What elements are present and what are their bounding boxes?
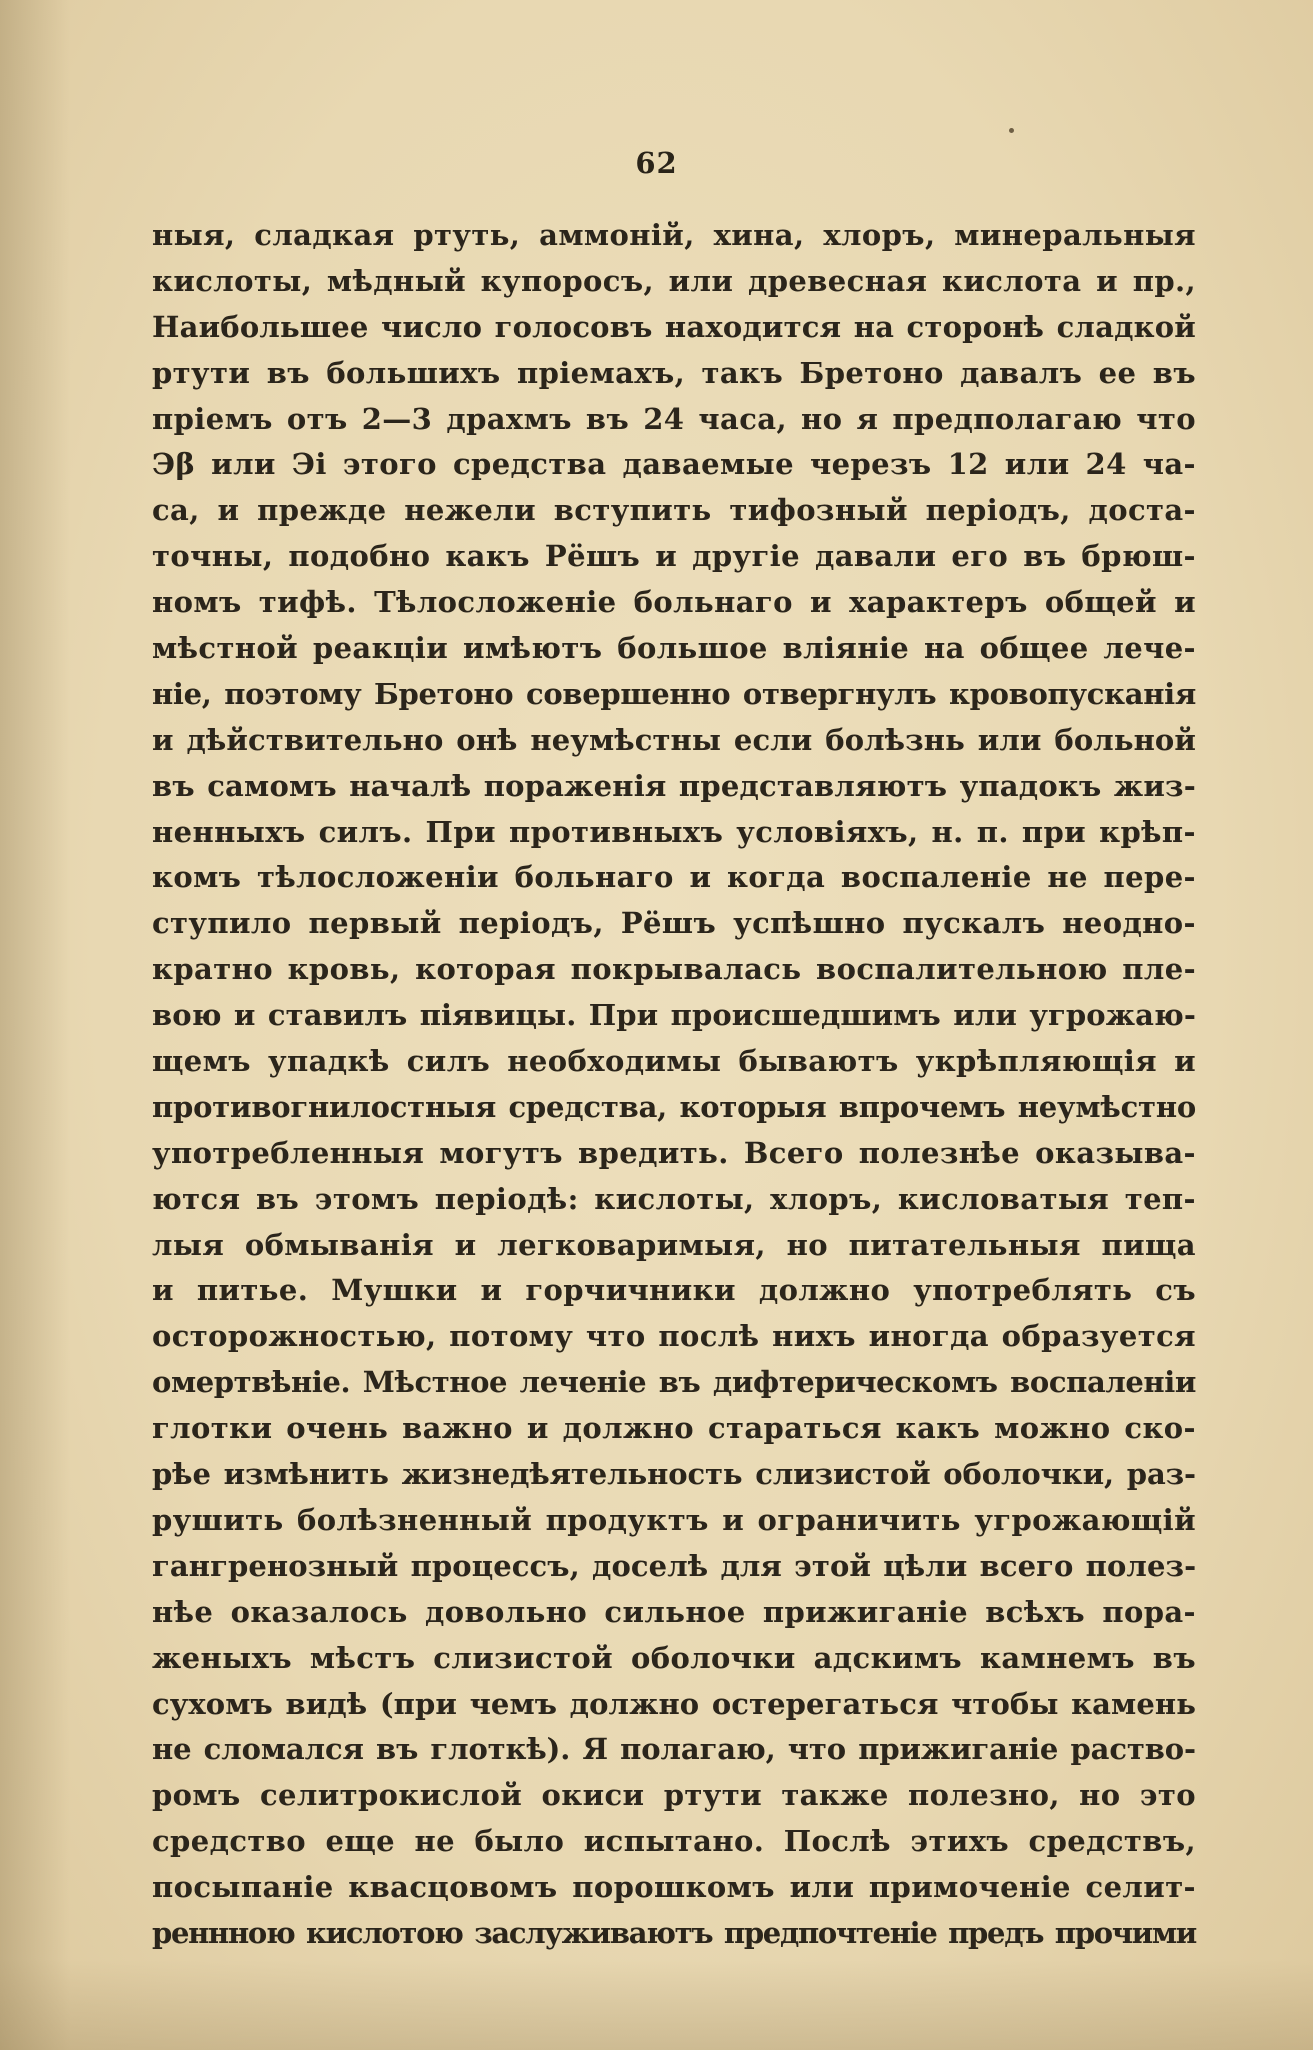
text-line: вою и ставилъ піявицы. При происшедшимъ или угрожаю- [152,998,1196,1033]
text-line: точны, подобно какъ Рёшъ и другіе давали его въ брюш- [152,539,1196,574]
text-line: комъ тѣлосложеніи больнаго и когда воспаленіе не пере- [152,860,1196,895]
text-line: противогнилостныя средства, которыя впрочемъ неумѣстно [152,1089,1196,1124]
text-line: осторожностью, потому что послѣ нихъ иногда образуется [152,1319,1196,1354]
text-line: ныя, сладкая ртуть, аммоній, хина, хлоръ, минеральныя [152,218,1196,252]
text-line: ніе, поэтому Бретоно совершенно отвергнулъ кровопусканія [152,676,1196,711]
text-line: кратно кровь, которая покрывалась воспалительною пле- [152,952,1196,987]
text-line: ются въ этомъ періодѣ: кислоты, хлоръ, кисловатыя теп- [152,1181,1196,1216]
text-line: щемъ упадкѣ силъ необходимы бываютъ укрѣпляющія и [152,1044,1196,1079]
text-line: ненныхъ силъ. При противныхъ условіяхъ, н. п. при крѣп- [152,814,1196,849]
text-line: глотки очень важно и должно стараться какъ можно ско- [152,1411,1196,1446]
text-line: сухомъ видѣ (при чемъ должно остерегаться чтобы камень [152,1686,1196,1721]
page-edge-shadow [0,0,70,2050]
text-line: Наибольшее число голосовъ находится на сторонѣ сладкой [152,309,1196,344]
text-line: мѣстной реакціи имѣютъ большое вліяніе на общее лече- [152,631,1196,666]
text-line: не сломался въ глоткѣ). Я полагаю, что прижиганіе раство- [152,1732,1196,1767]
text-line: нѣе оказалось довольно сильное прижиганіе всѣхъ пора- [152,1594,1196,1629]
text-line: женыхъ мѣстъ слизистой оболочки адскимъ камнемъ въ [152,1640,1196,1675]
text-line: гангренозный процессъ, доселѣ для этой цѣли всего полез- [152,1548,1197,1583]
text-line: посыпаніе квасцовомъ порошкомъ или примоченіе селит- [152,1870,1196,1905]
text-line: ртути въ большихъ пріемахъ, такъ Бретоно давалъ ее въ [152,355,1196,390]
text-line: ромъ селитрокислой окиси ртути также полезно, но это [152,1778,1196,1813]
text-line: пріемъ отъ 2—3 драхмъ въ 24 часа, но я предполагаю что [152,401,1196,436]
text-line: употребленныя могутъ вредить. Всего полезнѣе оказыва- [152,1135,1196,1170]
text-line: омертвѣніе. Мѣстное леченіе въ дифтерическомъ воспаленіи [152,1365,1196,1400]
text-line: лыя обмыванія и легковаримыя, но питательныя пища [152,1227,1196,1262]
text-line: номъ тифѣ. Тѣлосложеніе больнаго и характеръ общей и [152,585,1196,620]
page-number: 62 [635,146,678,180]
text-line: и питье. Мушки и горчичники должно употреблять съ [152,1273,1196,1308]
text-line: рѣе измѣнить жизнедѣятельность слизистой оболочки, раз- [152,1457,1196,1492]
body-text [152,213,1196,1957]
text-line: кислоты, мѣдный купоросъ, или древесная кислота и пр., [152,263,1196,298]
text-line: реннною кислотою заслуживаютъ предпочтеніе предъ прочими [152,1915,1196,1950]
text-line: рушить болѣзненный продуктъ и ограничить угрожающій [152,1502,1196,1537]
text-line: средство еще не было испытано. Послѣ этихъ средствъ, [152,1824,1196,1859]
text-line: Эβ или Эі этого средства даваемые черезъ 12 или 24 ча- [152,447,1196,482]
text-line: ступило первый періодъ, Рёшъ успѣшно пускалъ неодно- [152,906,1196,941]
ink-speck [1009,128,1014,133]
text-line: въ самомъ началѣ пораженія представляютъ упадокъ жиз- [152,768,1196,803]
page-bottom-shadow [0,1960,1313,2050]
text-line: са, и прежде нежели вступить тифозный періодъ, доста- [152,493,1196,528]
text-line: и дѣйствительно онѣ неумѣстны если болѣзнь или больной [152,722,1196,757]
